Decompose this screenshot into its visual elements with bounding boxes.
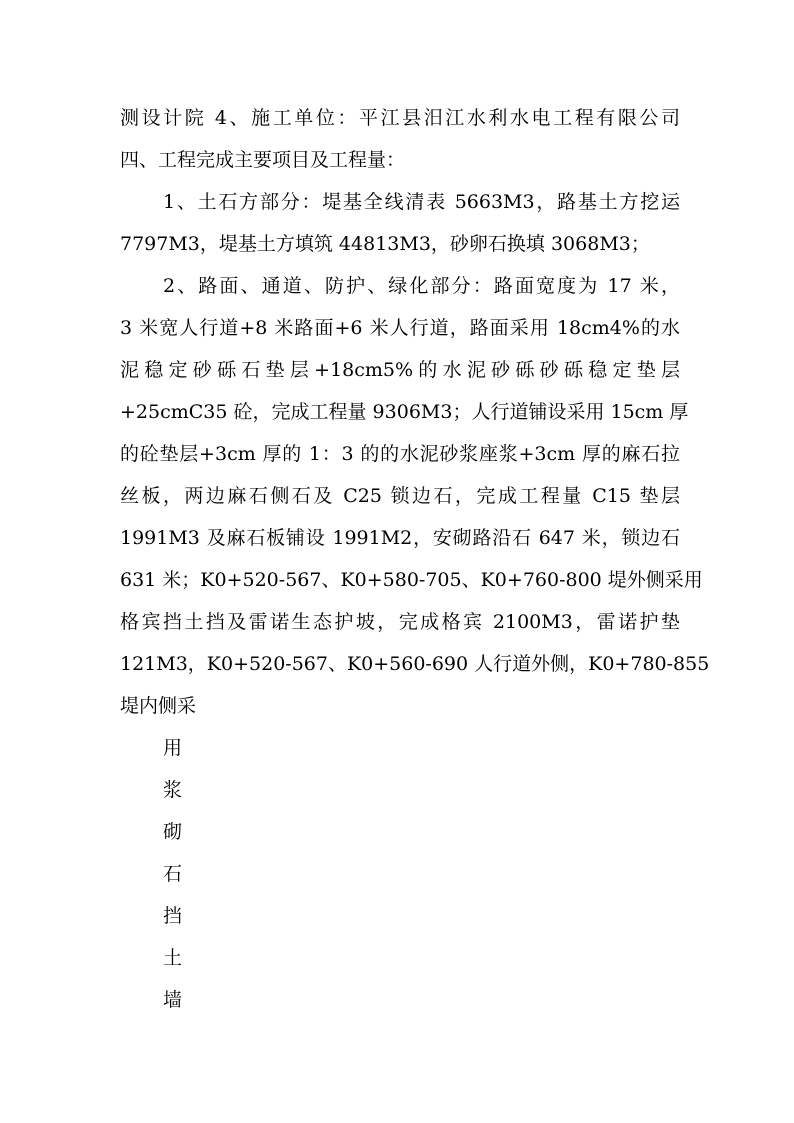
vertical-char-4: 石 (163, 863, 183, 885)
text-line-13: 格宾挡土挡及雷诺生态护坡，完成格宾 2100M3，雷诺护垫 (120, 611, 680, 633)
text-line-15: 堤内侧采 (120, 695, 197, 717)
text-line-3: 1、土石方部分：堤基全线清表 5663M3，路基土方挖运 (163, 191, 680, 213)
vertical-char-6: 土 (163, 947, 183, 969)
text-line-14: 121M3，K0+520-567、K0+560-690 人行道外侧，K0+780-855 (120, 653, 710, 675)
text-line-5: 2、路面、通道、防护、绿化部分：路面宽度为 17 米， (163, 275, 680, 297)
text-line-11: 1991M3 及麻石板铺设 1991M2，安砌路沿石 647 米，锁边石 (120, 527, 680, 549)
vertical-char-7: 墙 (163, 989, 183, 1011)
vertical-char-3: 砌 (163, 821, 183, 843)
text-line-6: 3 米宽人行道+8 米路面+6 米人行道，路面采用 18cm4%的水 (120, 317, 680, 339)
section-heading: 四、工程完成主要项目及工程量： (120, 149, 406, 171)
vertical-char-2: 浆 (163, 779, 183, 801)
text-line-7: 泥稳定砂砾石垫层+18cm5%的水泥砂砾砂砾稳定垫层 (120, 359, 680, 381)
vertical-char-5: 挡 (163, 905, 183, 927)
text-line-10: 丝板，两边麻石侧石及 C25 锁边石，完成工程量 C15 垫层 (120, 485, 680, 507)
text-line-1: 测设计院 4、施工单位：平江县汨江水利水电工程有限公司 (120, 107, 680, 129)
vertical-char-1: 用 (163, 737, 183, 759)
text-line-12: 631 米；K0+520-567、K0+580-705、K0+760-800 堤外侧采用 (120, 569, 703, 591)
text-line-4: 7797M3，堤基土方填筑 44813M3，砂卵石换填 3068M3； (120, 233, 650, 255)
text-line-9: 的砼垫层+3cm 厚的 1：3 的的水泥砂浆座浆+3cm 厚的麻石拉 (120, 443, 680, 465)
text-line-8: +25cmC35 砼，完成工程量 9306M3；人行道铺设采用 15cm 厚 (120, 401, 689, 423)
